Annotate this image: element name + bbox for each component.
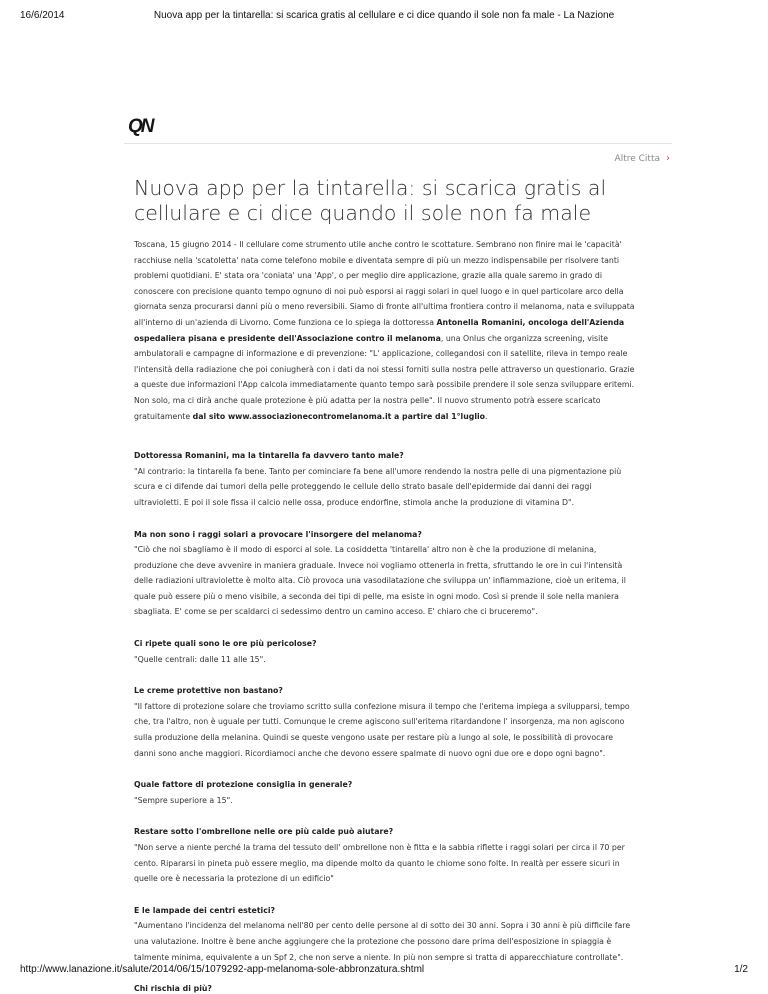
altre-citta-label: Altre Citta xyxy=(614,154,660,164)
answer: "Non serve a niente perché la trama del tessuto dell' ombrellone non è fitta e la sabbia riflette i raggi solari per circa il 70 per cento. Ripararsi in pineta può essere meglio, ma dipende molto da quanto le chiome sono folte. In realtà per essere sicuri in quelle ore è necessaria la protezione di un edificio" xyxy=(134,843,625,884)
lead-text-3: . xyxy=(485,411,488,421)
question: Ci ripete quali sono le ore più pericolose? xyxy=(134,639,317,649)
print-url: http://www.lanazione.it/salute/2014/06/15/1079292-app-melanoma-sole-abbronzatura.shtml xyxy=(20,964,425,975)
print-header xyxy=(20,10,748,24)
lead-bold-author: Antonella Romanini, oncologa dell'Azienda ospedaliera pisana e presidente dell'Associazione contro il melanoma xyxy=(134,317,625,343)
article-lead xyxy=(134,237,636,424)
question: Dottoressa Romanini, ma la tintarella fa davvero tanto male? xyxy=(134,451,404,461)
qa-item xyxy=(134,903,636,965)
answer: "Il fattore di protezione solare che troviamo scritto sulla confezione misura il tempo che l'eritema impiega a svilupparsi, tempo che, tra l'altro, non è uguale per tutti. Comunque le creme agiscono sull'eritema ritardandone l' insorgenza, ma non agiscono sulla produzione della melanina. Quindi se queste vengono usate per restare più a lungo al sole, le possibilità di provocare danni sono anche maggiori. Ricordiamoci anche che devono essere spalmate di nuovo ogni due ore e dopo ogni bagno". xyxy=(134,701,630,758)
print-date: 16/6/2014 xyxy=(20,10,65,21)
qa-item xyxy=(134,981,636,994)
answer: "Sempre superiore a 15". xyxy=(134,795,233,805)
print-footer xyxy=(20,964,748,978)
question: Le creme protettive non bastano? xyxy=(134,686,283,696)
qa-item xyxy=(134,527,636,621)
header-divider xyxy=(124,143,672,144)
answer: "Al contrario: la tintarella fa bene. Tanto per cominciare fa bene all'umore rendendo la nostra pelle di una pigmentazione più scura e ci difende dai tumori della pelle proteggendo le cellule dello strato basale dell'epidermide dai danni dei raggi ultravioletti. E poi il sole fissa il calcio nelle ossa, produce endorfine, stimola anche la produzione di vitamina D". xyxy=(134,466,622,507)
lead-bold-website: dal sito www.associazionecontromelanoma.it a partire dal 1°luglio xyxy=(192,411,486,421)
altre-citta-link[interactable] xyxy=(615,153,670,164)
qa-item xyxy=(134,683,636,761)
question: Chi rischia di più? xyxy=(134,984,212,994)
qn-logo[interactable]: QN xyxy=(128,116,153,137)
lead-text-1: Toscana, 15 giugno 2014 - Il cellulare come strumento utile anche contro le scottature. Sembrano non finire mai le 'capacità' racchiuse nella 'scatoletta' nata come telefono mobile e diventata sempre di più un mezzo indispensabile per risolvere tanti problemi quotidiani. E' stata ora 'coniata' una 'App', o per meglio dire applicazione, grazie alla quale saremo in grado di conoscere con precisione quanto tempo ognuno di noi può esporsi ai raggi solari in quel luogo e in quel particolare arco della giornata senza procurarsi danni più o meno reversibili. Siamo di fronte all'ultima frontiera contro il melanoma, nata e sviluppata all'interno di un'azienda di Livorno. Come funziona ce lo spiega la dottoressa xyxy=(134,240,635,327)
article-body xyxy=(134,237,636,994)
answer: "Quelle centrali: dalle 11 alle 15". xyxy=(134,654,266,664)
chevron-right-icon: › xyxy=(666,153,670,164)
question: Ma non sono i raggi solari a provocare l'insorgere del melanoma? xyxy=(134,529,422,539)
question: Quale fattore di protezione consiglia in generale? xyxy=(134,780,353,790)
print-page-number: 1/2 xyxy=(734,964,748,975)
qa-item xyxy=(134,824,636,886)
answer: "Aumentano l'incidenza del melanoma nell'80 per cento delle persone al di sotto dei 30 anni. Sopra i 30 anni è più difficile fare una valutazione. Inoltre è bene anche aggiungere che la protezione che possono dare prima dell'esposizione in spiaggia è talmente minima, equivalente a un Spf 2, che non serve a niente. In più non sempre si tratta di apparecchiature controllate". xyxy=(134,921,631,962)
article-title: Nuova app per la tintarella: si scarica gratis al cellulare e ci dice quando il sole non fa male xyxy=(134,176,607,225)
qa-item xyxy=(134,448,636,510)
spacer xyxy=(134,424,636,432)
qa-item xyxy=(134,777,636,808)
qa-item xyxy=(134,636,636,667)
print-page-title: Nuova app per la tintarella: si scarica gratis al cellulare e ci dice quando il sole non fa male - La Nazione xyxy=(153,10,615,21)
lead-text-2: , una Onlus che organizza screening, visite ambulatorali e campagne di informazione e di prevenzione: "L' applicazione, collegandosi con il satellite, rileva in tempo reale l'intensità della radiazione che poi coniugherà con i dati da noi stessi forniti sulla nostra pelle attraverso un questionario. Grazie a queste due informazioni l'App calcola immediatamente quanto tempo sarà possibile prendere il sole senza sviluppare eritemi. Non solo, ma ci dirà anche quale protezione è più adatta per la nostra pelle". Il nuovo strumento potrà essere scaricato gratuitamente xyxy=(134,333,635,421)
answer: "Ciò che noi sbagliamo è il modo di esporci al sole. La cosiddetta 'tintarella' altro non è che la produzione di melanina, produzione che deve avvenire in maniera graduale. Invece noi vogliamo ottenerla in fretta, sfruttando le ore in cui l'intensità delle radiazioni ultraviolette è molto alta. Ciò provoca una vasodilatazione che sviluppa un' infiammazione, cioè un eritema, il quale può essere più o meno visibile, a seconda dei tipi di pelle, ma esiste in ogni modo. Così si prende il sole nella maniera sbagliata. E' come se per scaldarci ci sedessimo dentro un camino acceso. E' chiaro che ci bruceremo". xyxy=(134,545,626,617)
question: E le lampade dei centri estetici? xyxy=(134,905,276,915)
question: Restare sotto l'ombrellone nelle ore più calde può aiutare? xyxy=(134,827,394,837)
